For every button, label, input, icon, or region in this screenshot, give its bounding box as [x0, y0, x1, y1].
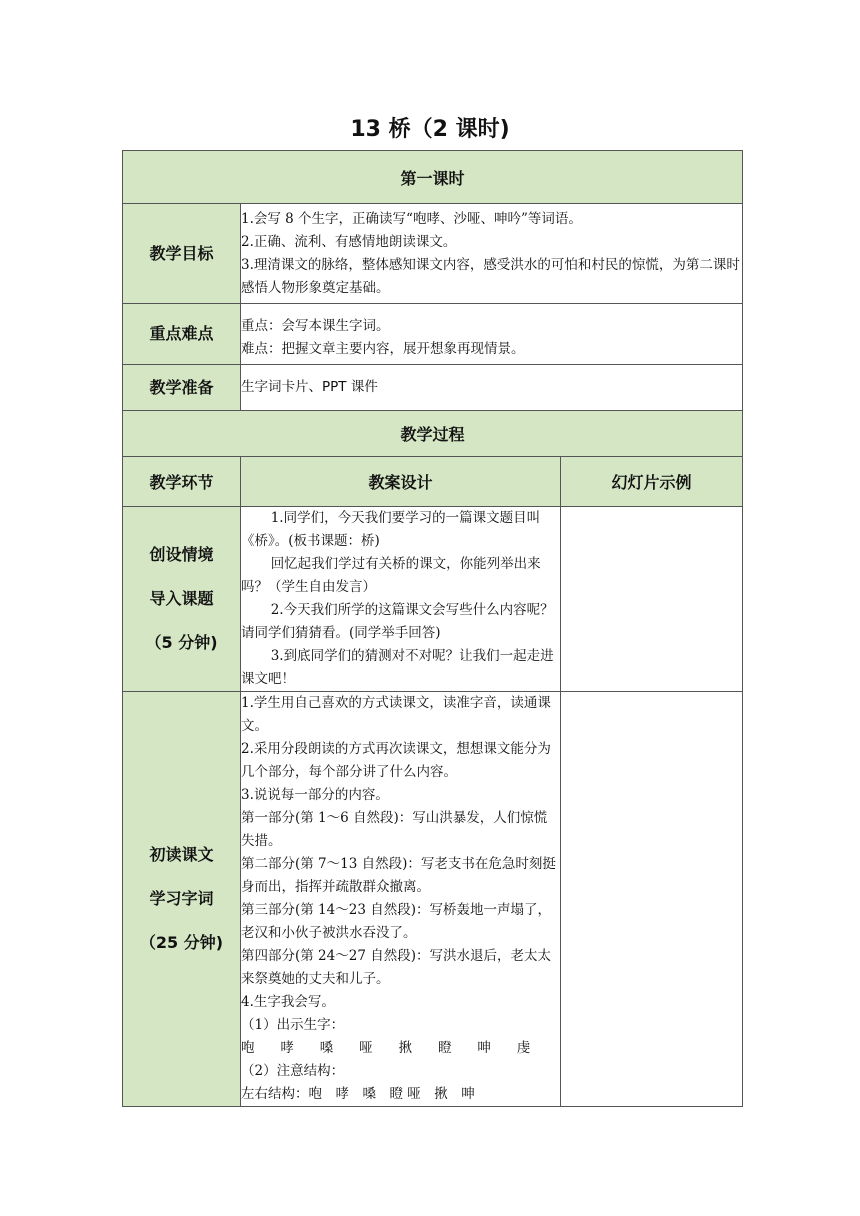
design-paragraph: 2.今天我们所学的这篇课文会写些什么内容呢？请同学们猜猜看。(同学举手回答)	[241, 602, 554, 641]
section-label	[123, 692, 241, 1107]
section-label-line: 导入课题	[149, 589, 214, 608]
design-paragraph: 第三部分(第 14～23 自然段)：写桥轰地一声塌了，老汉和小伙子被洪水吞没了。	[241, 902, 551, 941]
design-paragraph: 2.采用分段朗读的方式再次读课文，想想课文能分为几个部分，每个部分讲了什么内容。	[241, 741, 551, 780]
design-paragraph: 左右结构：咆 哮 嗓 瞪 哑 揪 呻	[241, 1086, 475, 1102]
objective-line: 2.正确、流利、有感情地朗读课文。	[241, 233, 457, 250]
design-paragraph: 1.学生用自己喜欢的方式读课文，读准字音，读通课文。	[241, 695, 551, 734]
section-label	[123, 507, 241, 692]
column-slides: 幻灯片示例	[561, 457, 743, 507]
design-paragraph: 3.说说每一部分的内容。	[241, 787, 389, 803]
section-design	[241, 507, 561, 692]
process-header: 教学过程	[123, 411, 743, 457]
column-stage: 教学环节	[123, 457, 241, 507]
design-paragraph: 4.生字我会写。	[241, 994, 335, 1010]
column-design: 教案设计	[241, 457, 561, 507]
design-paragraph: 回忆起我们学过有关桥的课文，你能列举出来吗？（学生自由发言）	[241, 556, 541, 595]
key-point-line: 重点：会写本课生字词。	[241, 318, 390, 334]
section-row	[123, 507, 743, 692]
period-header: 第一课时	[123, 151, 743, 204]
section-slides	[561, 692, 743, 1107]
preparation-content: 生字词卡片、PPT 课件	[241, 365, 743, 411]
design-paragraph: （2）注意结构：	[241, 1063, 345, 1079]
objectives-content	[241, 204, 743, 304]
section-label-line: 初读课文	[149, 845, 214, 864]
lesson-plan-table	[122, 150, 743, 1107]
character-list: 咆 哮 嗓 哑 揪 瞪 呻 虔	[241, 1040, 542, 1056]
design-paragraph: 3.到底同学们的猜测对不对呢？让我们一起走进课文吧！	[241, 648, 554, 687]
section-label-line: 创设情境	[149, 545, 214, 564]
design-paragraph: （1）出示生字：	[241, 1017, 345, 1033]
key-point-line: 难点：把握文章主要内容，展开想象再现情景。	[241, 341, 525, 357]
design-paragraph: 第一部分(第 1～6 自然段)：写山洪暴发，人们惊慌失措。	[241, 810, 548, 849]
preparation-label: 教学准备	[123, 365, 241, 411]
objective-line: 3.理清课文的脉络，整体感知课文内容，感受洪水的可怕和村民的惊慌，为第二课时感悟人物形象奠定基础。	[241, 256, 740, 296]
key-points-content	[241, 304, 743, 365]
design-paragraph: 第四部分(第 24～27 自然段)：写洪水退后，老太太来祭奠她的丈夫和儿子。	[241, 948, 551, 987]
page-title: 13 桥（2 课时)	[350, 117, 510, 142]
section-label-line: （25 分钟)	[139, 933, 224, 952]
section-label-line: 学习字词	[149, 889, 214, 908]
design-paragraph: 第二部分(第 7～13 自然段)：写老支书在危急时刻挺身而出，指挥并疏散群众撤离。	[241, 856, 556, 895]
section-design	[241, 692, 561, 1107]
objectives-label: 教学目标	[123, 204, 241, 304]
design-paragraph: 1.同学们，今天我们要学习的一篇课文题目叫《桥》。(板书课题：桥)	[241, 510, 541, 549]
objective-line: 1.会写 8 个生字，正确读写“咆哮、沙哑、呻吟”等词语。	[241, 210, 582, 227]
section-label-line: （5 分钟)	[145, 633, 218, 652]
key-points-label: 重点难点	[123, 304, 241, 365]
section-slides	[561, 507, 743, 692]
section-row	[123, 692, 743, 1107]
